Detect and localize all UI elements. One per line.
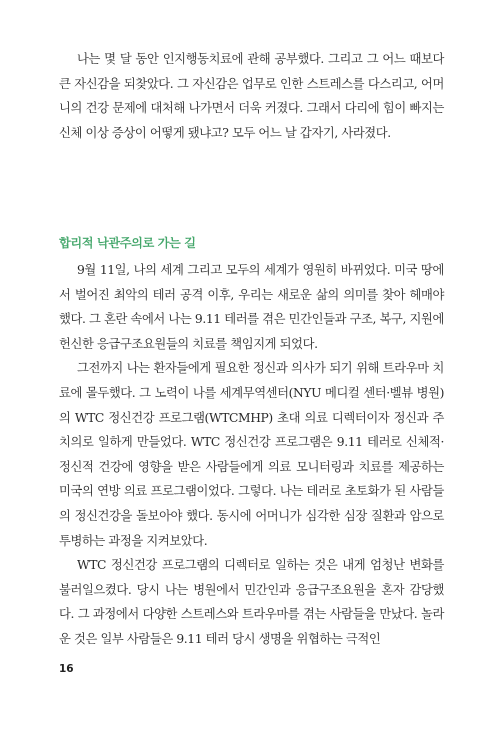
optimism-section <box>59 233 444 652</box>
body-paragraph: 9월 11일, 나의 세계 그리고 모두의 세계가 영원히 바뀌었다. 미국 땅에서 벌어진 최악의 테러 공격 이후, 우리는 새로운 삶의 의미를 찾아 헤매야 했다. 그 혼란 속에서 나는 9.11 테러를 겪은 민간인들과 구조, 복구, 지원에 헌신한 응급구조요원들의 치료를 책임지게 되었다. <box>59 263 444 351</box>
body-paragraph: WTC 정신건강 프로그램의 디렉터로 일하는 것은 내게 엄청난 변화를 불러일으켰다. 당시 나는 병원에서 민간인과 응급구조요원을 혼자 감당했다. 그 과정에서 다양한 스트레스와 트라우마를 겪는 사람들을 만났다. 놀라운 것은 일부 사람들은 9.11 테러 당시 생명을 위협하는 극적인 <box>59 558 444 646</box>
body-paragraph: 그전까지 나는 환자들에게 필요한 정신과 의사가 되기 위해 트라우마 치료에 몰두했다. 그 노력이 나를 세계무역센터(NYU 메디컬 센터·벨뷰 병원)의 WTC 정신건강 프로그램(WTCMHP) 초대 의료 디렉터이자 정신과 주치의로 일하게 만들었다. WTC 정신건강 프로그램은 9.11 테러로 신체적·정신적 건강에 영향을 받은 사람들에게 의료 모니터링과 치료를 제공하는 미국의 연방 의료 프로그램이었다. 그렇다. 나는 테러로 초토화가 된 사람들의 정신건강을 돌보아야 했다. 동시에 어머니가 심각한 심장 질환과 암으로 투병하는 과정을 지켜보았다. <box>59 361 444 548</box>
intro-paragraph: 나는 몇 달 동안 인지행동치료에 관해 공부했다. 그리고 그 어느 때보다 큰 자신감을 되찾았다. 그 자신감은 업무로 인한 스트레스를 다스리고, 어머니의 건강 문제에 대처해 나가면서 더욱 커졌다. 그래서 다리에 힘이 빠지는 신체 이상 증상이 어떻게 됐냐고? 모두 어느 날 갑자기, 사라졌다. <box>59 52 444 140</box>
page-number: 16 <box>59 663 74 675</box>
section-heading: 합리적 낙관주의로 가는 길 <box>59 236 196 250</box>
intro-section <box>59 47 444 145</box>
